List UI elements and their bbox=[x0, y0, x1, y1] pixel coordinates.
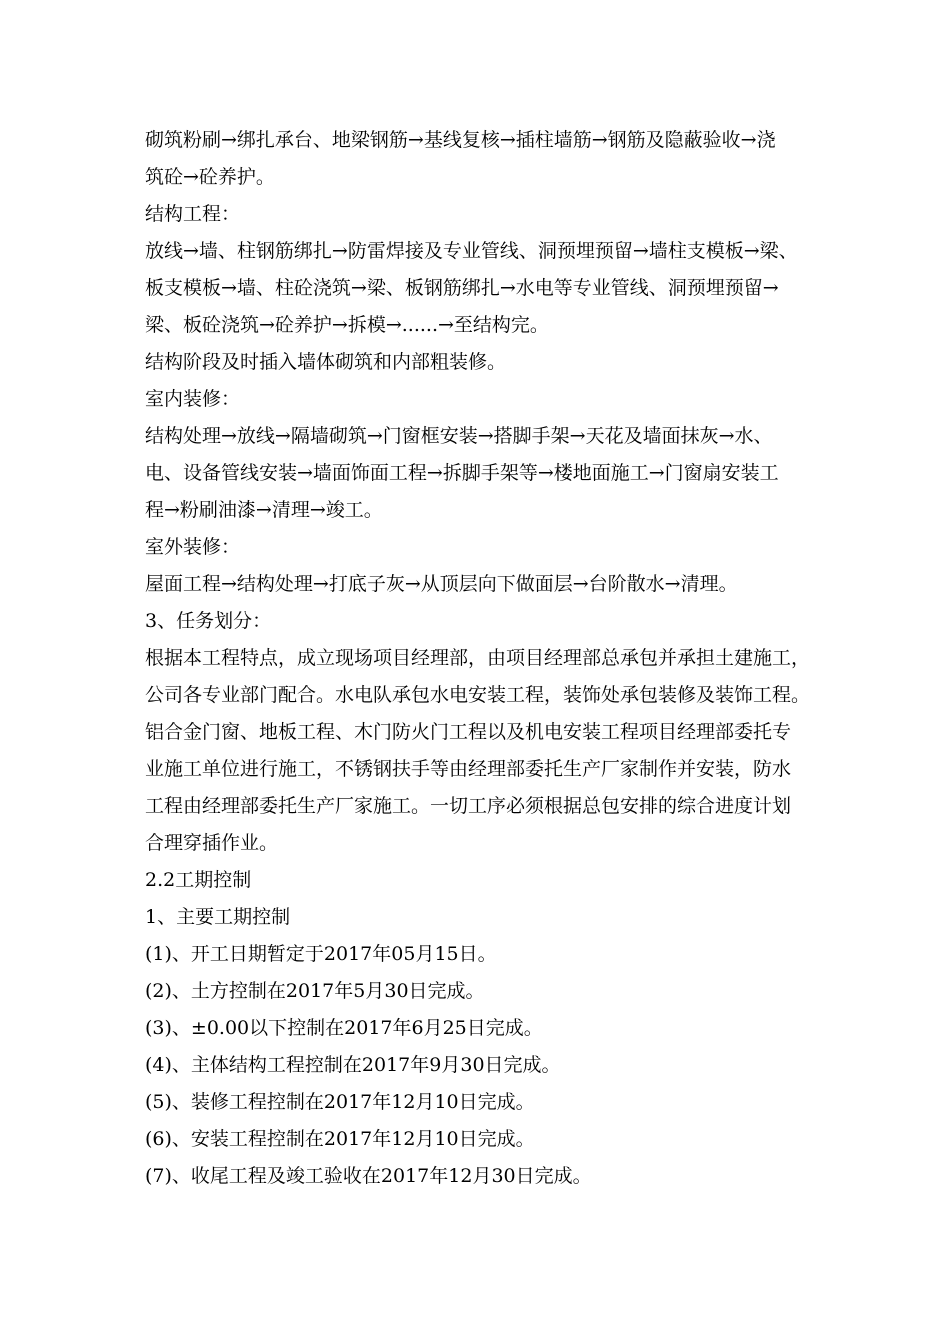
text-line: 业施工单位进行施工，不锈钢扶手等由经理部委托生产厂家制作并安装，防水 bbox=[145, 758, 792, 780]
schedule-item-7 bbox=[145, 1158, 815, 1195]
text-line: 结构处理→放线→隔墙砌筑→门窗框安装→搭脚手架→天花及墙面抹灰→水、 bbox=[145, 425, 773, 447]
text-line: (6)、安装工程控制在2017年12月10日完成。 bbox=[145, 1128, 535, 1150]
text-line: 梁、板砼浇筑→砼养护→拆模→......→至结构完。 bbox=[145, 314, 549, 336]
text-line: 合理穿插作业。 bbox=[145, 832, 279, 854]
text-line: (3)、±0.00以下控制在2017年6月25日完成。 bbox=[145, 1017, 543, 1039]
text-line: 工程由经理部委托生产厂家施工。一切工序必须根据总包安排的综合进度计划 bbox=[145, 795, 792, 817]
text-line: (5)、装修工程控制在2017年12月10日完成。 bbox=[145, 1091, 535, 1113]
text-line: 程→粉刷油漆→清理→竣工。 bbox=[145, 499, 383, 521]
paragraph-interior-sequence bbox=[145, 418, 815, 529]
paragraph-task-division bbox=[145, 640, 815, 862]
schedule-item-6 bbox=[145, 1121, 815, 1158]
paragraph-exterior-sequence bbox=[145, 566, 815, 603]
heading-exterior-decoration bbox=[145, 529, 815, 566]
text-line: 结构工程： bbox=[145, 203, 241, 225]
text-line: 公司各专业部门配合。水电队承包水电安装工程，装饰处承包装修及装饰工程。 bbox=[145, 684, 811, 706]
heading-task-division bbox=[145, 603, 815, 640]
text-line: 根据本工程特点，成立现场项目经理部，由项目经理部总承包并承担土建施工， bbox=[145, 647, 811, 669]
text-line: 室外装修： bbox=[145, 536, 241, 558]
paragraph-structural-sequence bbox=[145, 233, 815, 344]
paragraph-structural-note bbox=[145, 344, 815, 381]
heading-structural-work bbox=[145, 196, 815, 233]
text-line: (7)、收尾工程及竣工验收在2017年12月30日完成。 bbox=[145, 1165, 592, 1187]
heading-schedule-control bbox=[145, 862, 815, 899]
text-line: 筑砼→砼养护。 bbox=[145, 166, 275, 188]
text-line: 室内装修： bbox=[145, 388, 241, 410]
text-line: 结构阶段及时插入墙体砌筑和内部粗装修。 bbox=[145, 351, 507, 373]
schedule-item-4 bbox=[145, 1047, 815, 1084]
schedule-item-2 bbox=[145, 973, 815, 1010]
heading-main-schedule bbox=[145, 899, 815, 936]
text-line: 砌筑粉刷→绑扎承台、地梁钢筋→基线复核→插柱墙筋→钢筋及隐蔽验收→浇 bbox=[145, 129, 776, 151]
text-line: (4)、主体结构工程控制在2017年9月30日完成。 bbox=[145, 1054, 561, 1076]
text-line: 板支模板→墙、柱砼浇筑→梁、板钢筋绑扎→水电等专业管线、洞预埋预留→ bbox=[145, 277, 779, 299]
document-body bbox=[145, 122, 815, 1195]
text-line: (1)、开工日期暂定于2017年05月15日。 bbox=[145, 943, 497, 965]
text-line: (2)、土方控制在2017年5月30日完成。 bbox=[145, 980, 485, 1002]
text-line: 1、主要工期控制 bbox=[145, 906, 291, 928]
schedule-item-5 bbox=[145, 1084, 815, 1121]
text-line: 2.2工期控制 bbox=[145, 869, 252, 891]
schedule-item-3 bbox=[145, 1010, 815, 1047]
text-line: 3、任务划分： bbox=[145, 610, 272, 632]
text-line: 屋面工程→结构处理→打底子灰→从顶层向下做面层→台阶散水→清理。 bbox=[145, 573, 738, 595]
paragraph-masonry-sequence bbox=[145, 122, 815, 196]
text-line: 铝合金门窗、地板工程、木门防火门工程以及机电安装工程项目经理部委托专 bbox=[145, 721, 792, 743]
schedule-item-1 bbox=[145, 936, 815, 973]
text-line: 电、设备管线安装→墙面饰面工程→拆脚手架等→楼地面施工→门窗扇安装工 bbox=[145, 462, 779, 484]
text-line: 放线→墙、柱钢筋绑扎→防雷焊接及专业管线、洞预埋预留→墙柱支模板→梁、 bbox=[145, 240, 798, 262]
heading-interior-decoration bbox=[145, 381, 815, 418]
